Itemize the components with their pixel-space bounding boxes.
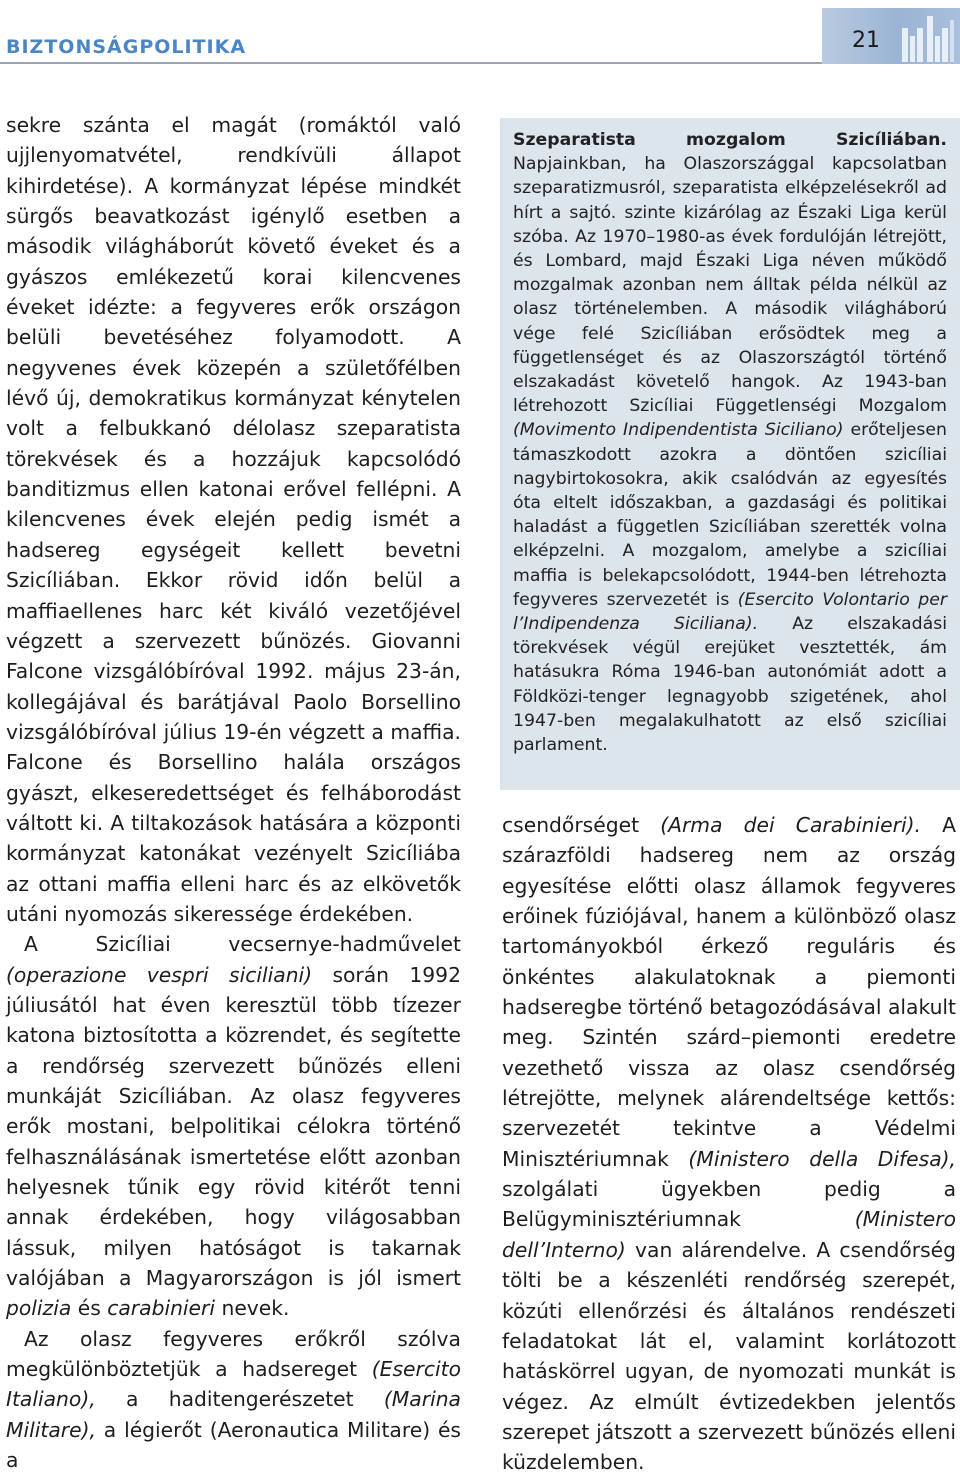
- left-column: [6, 110, 461, 1475]
- paragraph: [6, 110, 461, 929]
- text-run: erőteljesen támaszkodott azokra a döntően szicíliai nagybirtokosokra, akik csalódván az egyesítés óta eltelt időszakban, a gazdasági és politikai haladást a független Szicíliában szerették volna elképzelni. A mozgalom, amelybe a szicíliai maffia is belekapcsolódott, 1944-ben létrehozta fegyveres szervezetét is: [513, 420, 947, 610]
- page-number-tab: [822, 8, 960, 64]
- right-column: [502, 810, 956, 1478]
- paragraph: [502, 810, 956, 1478]
- italic-term: (Movimento Indipendentista Siciliano): [513, 420, 844, 441]
- text-run: a légierőt (Aeronautica Militare) és a: [6, 1417, 461, 1473]
- text-run: Az elszakadási törekvések végül erejüket vesztették, ám hatásukra Róma 1946-ban autonómiát adott a Földközi-tenger legnagyobb szigetének, ahol 1947-ben megalakulhatott az első szicíliai parlament.: [513, 614, 948, 756]
- text-run: csendőrséget: [502, 813, 661, 837]
- text-run: a haditengerészetet: [95, 1387, 384, 1412]
- sidebar-box: [500, 118, 960, 790]
- text-run: sekre szánta el magát (romáktól való ujjlenyomatvétel, rendkívüli állapot kihirdetése). A kormányzat lépése mindkét sürgős beavatkozást igénylő esetben a második világháborút követő éveket és a gyászos emlékezetű korai kilencvenes éveket idézte: a fegyveres erők országon belüli bevetéséhez folyamodott. A negyvenes évek közepén a születőfélben lévő új, demokratikus kormányzat kénytelen volt a felbukkanó délolasz szeparatista törekvések és a hozzájuk kapcsolódó banditizmus ellen katonai erővel fellépni. A kilencvenes évek elején pedig ismét a hadsereg egységeit kellett bevetni Szicíliában. Ekkor rövid időn belül a maffiaellenes harc két kiváló vezetőjével végzett a szervezett bűnözés. Giovanni Falcone vizsgálóbíróval 1992. május 23-án, kollegájával és barátjával Paolo Borsellino vizsgálóbíróval július 19-én végzett a maffia. Falcone és Borsellino halála országos gyászt, elkeseredettséget és felháborodást váltott ki. A tiltakozások hatására a központi kormányzat katonákat vezényelt Szicíliába az ottani maffia elleni harc és az elkövetők utáni nyomozás sikeressége érdekében.: [6, 113, 461, 926]
- paragraph: [6, 929, 461, 1323]
- italic-term: carabinieri: [107, 1296, 216, 1321]
- text-run: Napjainkban, ha Olaszországgal kapcsolatban szeparatizmusról, szeparatista elképzelésekről ad hírt a sajtó. szinte kizárólag az Északi Liga kerül szóba. Az 1970–1980-as évek fordulóján létrejött, és Lombard, majd Északi Liga néven működő mozgalmak azonban nem álltak példa nélkül az olasz történelemben. A második világháború vége felé Szicíliában erősödtek meg a függetlenséget és az Olaszországtól történő elszakadást követelő hangok. Az 1943-ban létrehozott Szicíliai Függetlenségi Mozgalom: [513, 154, 947, 417]
- italic-term: (Ministero dell’Interno): [502, 1207, 956, 1262]
- italic-term: (Arma dei Carabinieri).: [660, 813, 921, 837]
- sidebar-body: [513, 154, 947, 755]
- header-divider: [0, 62, 960, 64]
- text-run: nevek.: [215, 1296, 290, 1321]
- text-run: során 1992 júliusától hat éven keresztül több tízezer katona biztosította a közrendet, és segítette a rendőrség szervezett bűnözés elleni munkáját Szicíliában. Az olasz fegyveres erők mostani, belpolitikai célokra történő felhasználásának ismertetése előtt azonban helyesnek tűnik egy rövid kitérőt tenni annak érdekében, hogy világosabban lássuk, milyen hatóságot is takarnak valójában a Magyarországon is jól ismert: [6, 962, 461, 1291]
- text-run: A szárazföldi hadsereg nem az ország egyesítése előtti olasz államok fegyveres erőinek fúziójával, hanem a különböző olasz tartományokból érkező reguláris és önkéntes alakulatoknak a piemonti hadseregbe történő betagozódásával alakult meg. Szintén szárd–piemonti eredetre vezethető vissza az olasz csendőrség létrejötte, melynek alárendeltsége kettős: szervezetét tekintve a Védelmi Minisztériumnak: [502, 813, 957, 1171]
- italic-term: (Esercito Volontario per l’Indipendenza Siciliana).: [513, 589, 947, 635]
- text-run: szolgálati ügyekben pedig a Belügyminisztériumnak: [502, 1177, 956, 1232]
- paragraph: [6, 1324, 461, 1476]
- page-number: 21: [852, 28, 880, 53]
- sidebar-text: [513, 128, 947, 757]
- text-run: Az olasz fegyveres erőkről szólva megkülönböztetjük a hadsereget: [6, 1326, 461, 1382]
- italic-term: polizia: [6, 1296, 72, 1321]
- text-run: van alárendelve. A csendőrség tölti be a készenléti rendőrség szerepét, közúti ellenőrzési és általános rendészeti feladatokat lát el, valamint korlátozott hatáskörrel ugyan, de nyomozati munkát is végez. Az elmúlt évtizedekben jelentős szerepet játszott a szervezett bűnözés elleni küzdelemben.: [502, 1237, 956, 1475]
- italic-term: (operazione vespri siciliani): [6, 962, 313, 987]
- text-run: és: [71, 1296, 108, 1321]
- italic-term: (Ministero della Difesa),: [688, 1146, 956, 1171]
- text-run: A Szicíliai vecsernye-hadművelet: [24, 932, 461, 957]
- nh-logo-icon: [900, 14, 958, 62]
- sidebar-title: Szeparatista mozgalom Szicíliában.: [513, 130, 947, 150]
- italic-term: (Esercito Italiano),: [6, 1357, 461, 1412]
- italic-term: (Marina Militare),: [6, 1387, 461, 1442]
- section-title: BIZTONSÁGPOLITIKA: [6, 36, 247, 58]
